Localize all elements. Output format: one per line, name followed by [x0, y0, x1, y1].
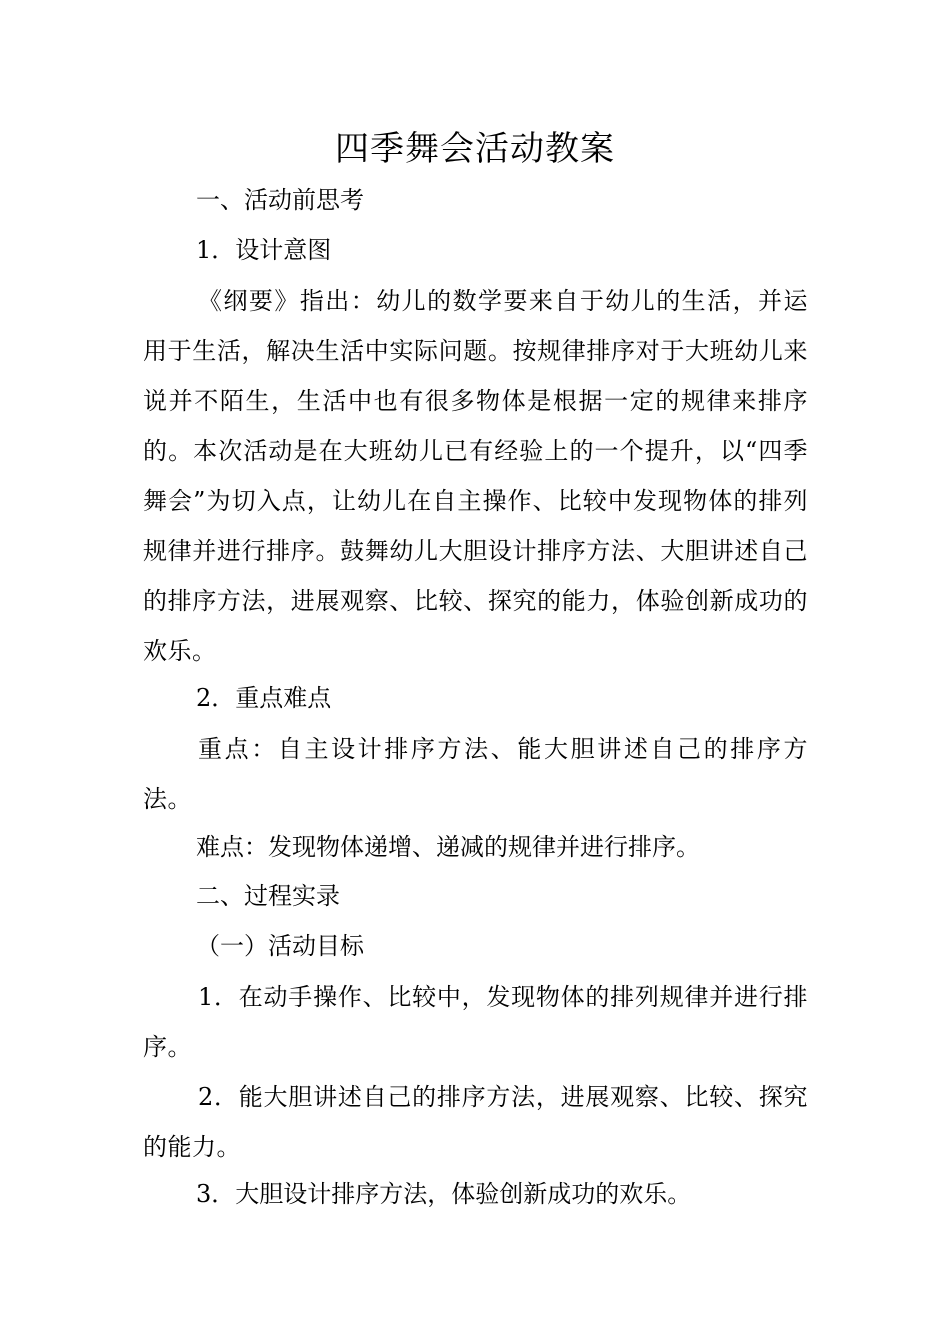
goal-item-2: 2．能大胆讲述自己的排序方法，进展观察、比较、探究的能力。: [143, 1083, 808, 1161]
subsection-heading-goals: （一）活动目标: [196, 932, 364, 960]
subsection-heading-key-points: 2．重点难点: [196, 684, 332, 712]
paragraph-design-intent: 《纲要》指出：幼儿的数学要来自于幼儿的生活，并运用于生活，解决生活中实际问题。按规律排序对于大班幼儿来说并不陌生，生活中也有很多物体是根据一定的规律来排序的。本次活动是在大班幼儿已有经验上的一个提升，以“四季舞会”为切入点，让幼儿在自主操作、比较中发现物体的排列规律并进行排序。鼓舞幼儿大胆设计排序方法、大胆讲述自己的排序方法，进展观察、比较、探究的能力，体验创新成功的欢乐。: [143, 287, 808, 665]
section-heading-2: 二、过程实录: [196, 882, 340, 910]
goal-item-3: 3．大胆设计排序方法，体验创新成功的欢乐。: [196, 1180, 692, 1208]
goal-item-1: 1．在动手操作、比较中，发现物体的排列规律并进行排序。: [143, 983, 808, 1061]
document-title: 四季舞会活动教案: [335, 129, 615, 169]
paragraph-difficulty: 难点：发现物体递增、递减的规律并进行排序。: [196, 833, 700, 861]
paragraph-key-point: 重点：自主设计排序方法、能大胆讲述自己的排序方法。: [143, 735, 808, 813]
section-heading-1: 一、活动前思考: [196, 186, 364, 214]
subsection-heading-design-intent: 1．设计意图: [196, 236, 332, 264]
